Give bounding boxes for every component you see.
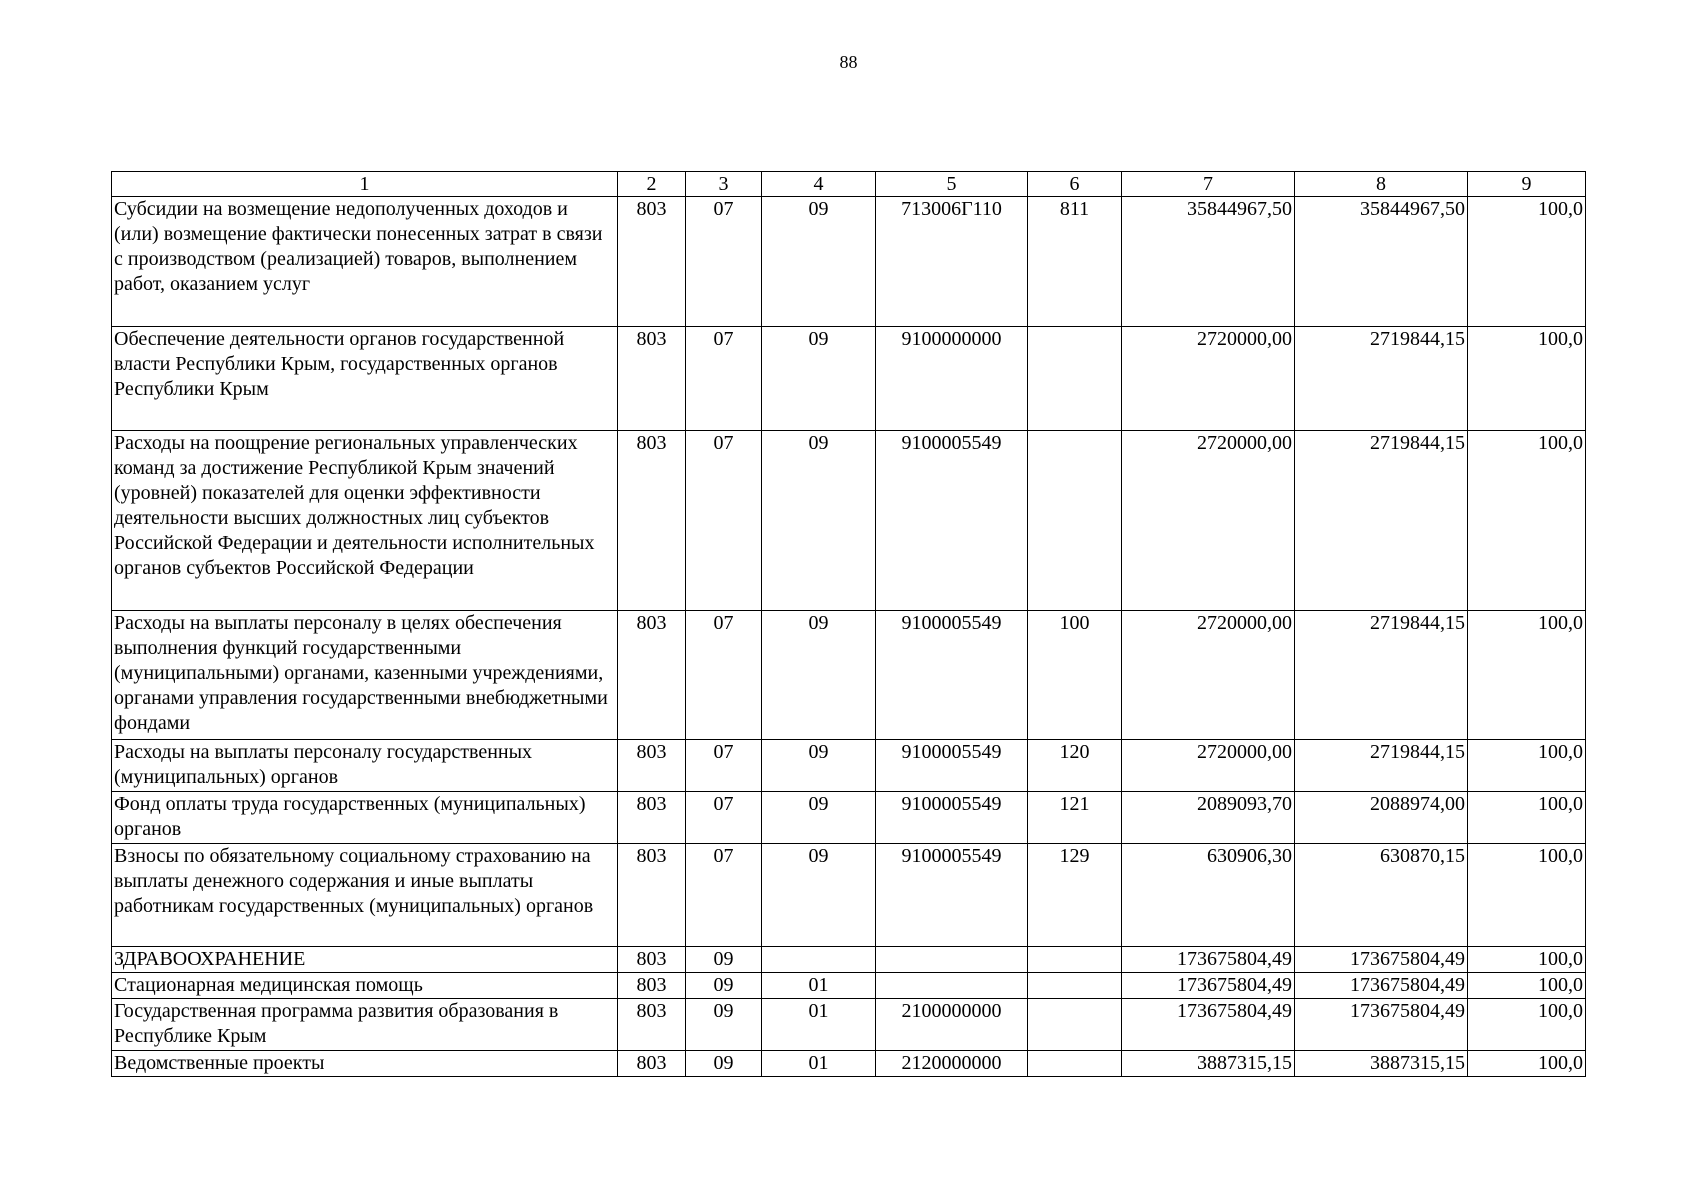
section-code: 07	[686, 197, 762, 327]
subsection-code: 09	[762, 792, 876, 844]
execution-percent: 100,0	[1468, 844, 1586, 947]
section-code: 07	[686, 327, 762, 431]
expense-name: Взносы по обязательному социальному страхованию на выплаты денежного содержания и иные выплаты работникам государственных (муниципальных) органов	[112, 844, 618, 947]
table-row	[112, 792, 1586, 844]
execution-percent: 100,0	[1468, 999, 1586, 1051]
expense-type-code	[1028, 973, 1122, 999]
approved-amount: 2089093,70	[1122, 792, 1295, 844]
executed-amount: 173675804,49	[1295, 999, 1468, 1051]
approved-amount: 2720000,00	[1122, 431, 1295, 611]
execution-percent: 100,0	[1468, 611, 1586, 740]
approved-amount: 35844967,50	[1122, 197, 1295, 327]
expense-type-code: 120	[1028, 740, 1122, 792]
target-article-code: 9100005549	[876, 611, 1028, 740]
column-header: 3	[686, 172, 762, 197]
expense-name: Расходы на выплаты персоналу в целях обеспечения выполнения функций государственными (муниципальными) органами, казенными учреждениями, органами управления государственными внебюджетными фондами	[112, 611, 618, 740]
table-row	[112, 197, 1586, 327]
table-row	[112, 947, 1586, 973]
ministry-code: 803	[618, 197, 686, 327]
execution-percent: 100,0	[1468, 1051, 1586, 1077]
subsection-code: 09	[762, 844, 876, 947]
approved-amount: 173675804,49	[1122, 999, 1295, 1051]
target-article-code	[876, 973, 1028, 999]
budget-table	[111, 171, 1586, 1077]
subsection-code: 01	[762, 1051, 876, 1077]
executed-amount: 173675804,49	[1295, 947, 1468, 973]
expense-name: Субсидии на возмещение недополученных доходов и (или) возмещение фактически понесенных затрат в связи с производством (реализацией) товаров, выполнением работ, оказанием услуг	[112, 197, 618, 327]
table-row	[112, 1051, 1586, 1077]
executed-amount: 2719844,15	[1295, 740, 1468, 792]
table-row	[112, 740, 1586, 792]
executed-amount: 35844967,50	[1295, 197, 1468, 327]
section-code: 09	[686, 1051, 762, 1077]
executed-amount: 2719844,15	[1295, 431, 1468, 611]
target-article-code: 713006Г110	[876, 197, 1028, 327]
expense-type-code: 129	[1028, 844, 1122, 947]
approved-amount: 3887315,15	[1122, 1051, 1295, 1077]
expense-type-code	[1028, 327, 1122, 431]
subsection-code: 09	[762, 327, 876, 431]
column-header: 5	[876, 172, 1028, 197]
page-number: 88	[839, 52, 858, 72]
ministry-code: 803	[618, 611, 686, 740]
section-code: 07	[686, 431, 762, 611]
ministry-code: 803	[618, 947, 686, 973]
expense-name: Расходы на поощрение региональных управленческих команд за достижение Республикой Крым значений (уровней) показателей для оценки эффективности деятельности высших должностных лиц субъектов Российской Федерации и деятельности исполнительных органов субъектов Российской Федерации	[112, 431, 618, 611]
subsection-code: 09	[762, 431, 876, 611]
column-header: 9	[1468, 172, 1586, 197]
table-row	[112, 431, 1586, 611]
expense-name: Государственная программа развития образования в Республике Крым	[112, 999, 618, 1051]
ministry-code: 803	[618, 999, 686, 1051]
ministry-code: 803	[618, 1051, 686, 1077]
table-row	[112, 999, 1586, 1051]
subsection-code: 09	[762, 740, 876, 792]
target-article-code	[876, 947, 1028, 973]
expense-name: Обеспечение деятельности органов государственной власти Республики Крым, государственных органов Республики Крым	[112, 327, 618, 431]
execution-percent: 100,0	[1468, 947, 1586, 973]
column-header: 4	[762, 172, 876, 197]
executed-amount: 2088974,00	[1295, 792, 1468, 844]
approved-amount: 173675804,49	[1122, 973, 1295, 999]
execution-percent: 100,0	[1468, 973, 1586, 999]
ministry-code: 803	[618, 740, 686, 792]
target-article-code: 9100005549	[876, 431, 1028, 611]
subsection-code: 09	[762, 611, 876, 740]
ministry-code: 803	[618, 844, 686, 947]
executed-amount: 2719844,15	[1295, 327, 1468, 431]
target-article-code: 2100000000	[876, 999, 1028, 1051]
expense-type-code	[1028, 431, 1122, 611]
expense-type-code: 100	[1028, 611, 1122, 740]
approved-amount: 630906,30	[1122, 844, 1295, 947]
table-row	[112, 973, 1586, 999]
execution-percent: 100,0	[1468, 327, 1586, 431]
column-header: 7	[1122, 172, 1295, 197]
target-article-code: 2120000000	[876, 1051, 1028, 1077]
section-code: 09	[686, 999, 762, 1051]
section-code: 07	[686, 740, 762, 792]
target-article-code: 9100005549	[876, 844, 1028, 947]
subsection-code: 01	[762, 973, 876, 999]
executed-amount: 630870,15	[1295, 844, 1468, 947]
executed-amount: 173675804,49	[1295, 973, 1468, 999]
expense-type-code	[1028, 1051, 1122, 1077]
column-header: 8	[1295, 172, 1468, 197]
expense-type-code: 121	[1028, 792, 1122, 844]
executed-amount: 3887315,15	[1295, 1051, 1468, 1077]
execution-percent: 100,0	[1468, 197, 1586, 327]
ministry-code: 803	[618, 973, 686, 999]
section-code: 07	[686, 792, 762, 844]
expense-type-code	[1028, 947, 1122, 973]
approved-amount: 173675804,49	[1122, 947, 1295, 973]
table-row	[112, 611, 1586, 740]
expense-name: Расходы на выплаты персоналу государственных (муниципальных) органов	[112, 740, 618, 792]
ministry-code: 803	[618, 431, 686, 611]
execution-percent: 100,0	[1468, 431, 1586, 611]
column-header: 6	[1028, 172, 1122, 197]
expense-name: ЗДРАВООХРАНЕНИЕ	[112, 947, 618, 973]
execution-percent: 100,0	[1468, 792, 1586, 844]
section-code: 07	[686, 611, 762, 740]
subsection-code: 01	[762, 999, 876, 1051]
table-row	[112, 327, 1586, 431]
expense-name: Фонд оплаты труда государственных (муниципальных) органов	[112, 792, 618, 844]
execution-percent: 100,0	[1468, 740, 1586, 792]
approved-amount: 2720000,00	[1122, 327, 1295, 431]
column-header: 2	[618, 172, 686, 197]
table-row	[112, 844, 1586, 947]
ministry-code: 803	[618, 792, 686, 844]
approved-amount: 2720000,00	[1122, 611, 1295, 740]
section-code: 07	[686, 844, 762, 947]
expense-type-code	[1028, 999, 1122, 1051]
column-header: 1	[112, 172, 618, 197]
target-article-code: 9100005549	[876, 792, 1028, 844]
subsection-code: 09	[762, 197, 876, 327]
header-row	[112, 172, 1586, 197]
expense-name: Стационарная медицинская помощь	[112, 973, 618, 999]
approved-amount: 2720000,00	[1122, 740, 1295, 792]
section-code: 09	[686, 973, 762, 999]
executed-amount: 2719844,15	[1295, 611, 1468, 740]
expense-type-code: 811	[1028, 197, 1122, 327]
target-article-code: 9100005549	[876, 740, 1028, 792]
expense-name: Ведомственные проекты	[112, 1051, 618, 1077]
section-code: 09	[686, 947, 762, 973]
subsection-code	[762, 947, 876, 973]
target-article-code: 9100000000	[876, 327, 1028, 431]
ministry-code: 803	[618, 327, 686, 431]
